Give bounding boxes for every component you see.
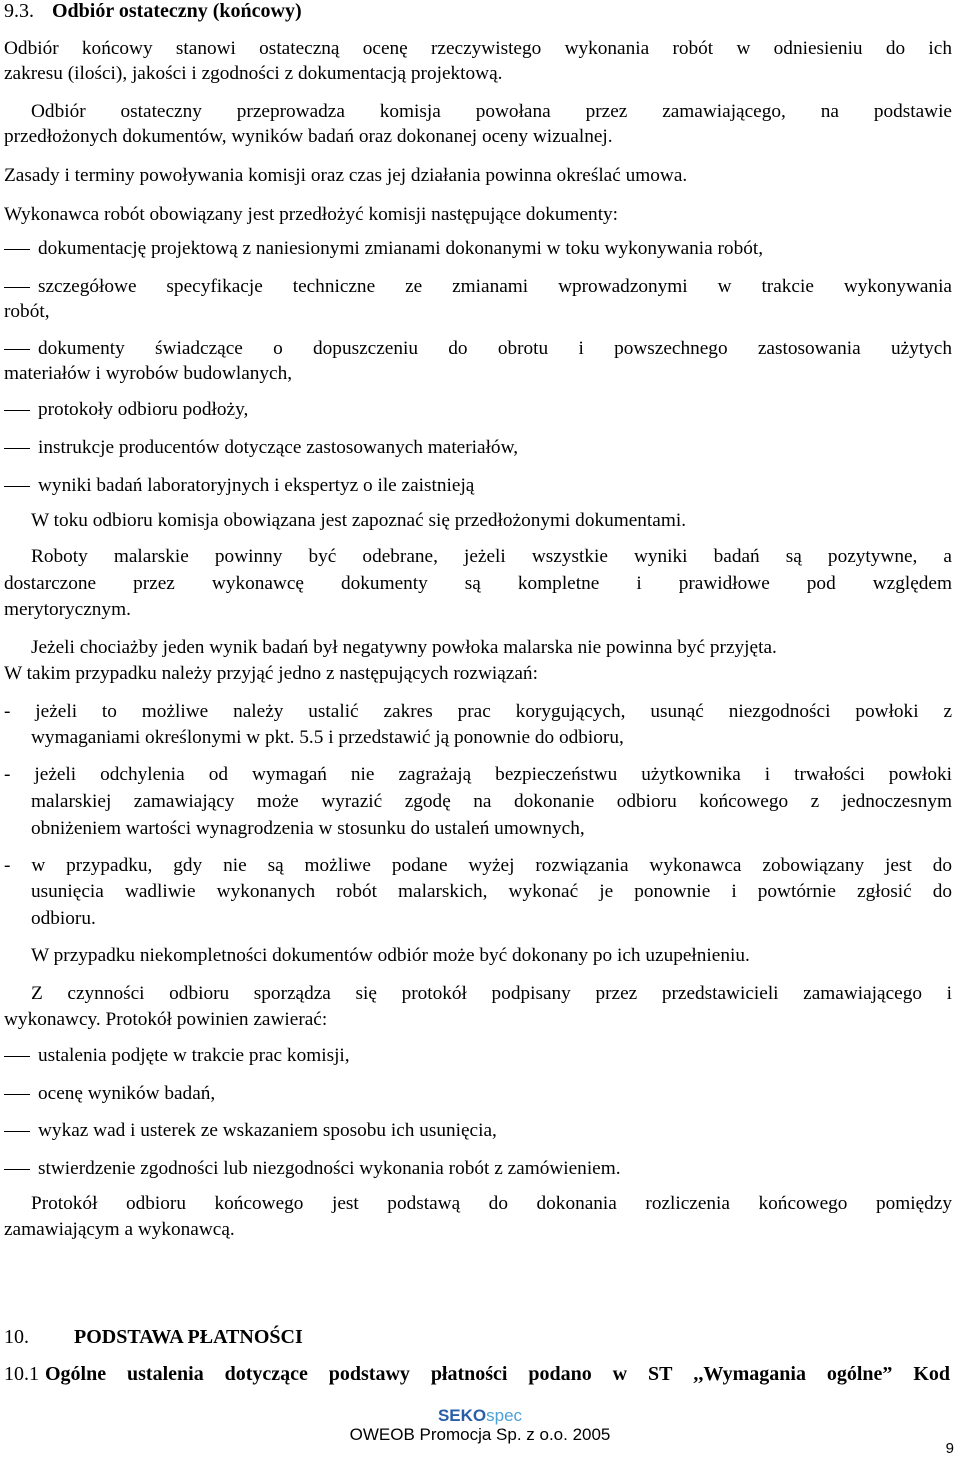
- list-item: wyniki badań laboratoryjnych i ekspertyz o ile zaistnieją: [38, 475, 475, 496]
- option-item: - w przypadku, gdy nie są możliwe podane wyżej rozwiązania wykonawca zobowiązany jest do: [4, 855, 952, 876]
- list-item: instrukcje producentów dotyczące zastosowanych materiałów,: [38, 437, 519, 458]
- footer-logo: [0, 1406, 960, 1426]
- option-continuation: obniżeniem wartości wynagrodzenia w stosunku do ustaleń umownych,: [31, 818, 585, 839]
- dash-bullet-icon: [4, 287, 30, 288]
- list-item: stwierdzenie zgodności lub niezgodności wykonania robót z zamówieniem.: [38, 1158, 621, 1179]
- subsection-word: Ogólne: [45, 1363, 107, 1385]
- option-continuation: wymaganiami określonymi w pkt. 5.5 i przedstawić ją ponownie do odbioru,: [31, 727, 624, 748]
- subsection-word: podstawy: [328, 1363, 410, 1385]
- logo-spec: spec: [486, 1406, 523, 1425]
- dash-bullet-icon: [4, 349, 30, 350]
- paragraph-line: W przypadku niekompletności dokumentów odbiór może być dokonany po ich uzupełnieniu.: [31, 945, 750, 966]
- dash-bullet-icon: [4, 1056, 30, 1057]
- list-item-continuation: materiałów i wyrobów budowlanych,: [4, 363, 293, 384]
- paragraph-line: zamawiającym a wykonawcą.: [4, 1219, 235, 1240]
- footer-company: OWEOB Promocja Sp. z o.o. 2005: [349, 1425, 611, 1444]
- subsection-word: dotyczące: [224, 1363, 308, 1385]
- list-item: dokumenty świadczące o dopuszczeniu do obrotu i powszechnego zastosowania użytych: [38, 338, 952, 359]
- paragraph-line: Wykonawca robót obowiązany jest przedłożyć komisji następujące dokumenty:: [4, 204, 619, 225]
- list-item: dokumentację projektową z naniesionymi zmianami dokonanymi w toku wykonywania robót,: [38, 238, 764, 259]
- subsection-line: [4, 1363, 950, 1385]
- page-number: 9: [945, 1440, 954, 1457]
- option-continuation: usunięcia wadliwie wykonanych robót malarskich, wykonać je ponownie i powtórnie zgłosić do: [31, 881, 952, 902]
- subsection-word: ustalenia: [127, 1363, 204, 1385]
- subsection-number: 10.1: [4, 1363, 39, 1385]
- list-item-continuation: robót,: [4, 301, 50, 322]
- section-heading: [4, 1326, 303, 1349]
- dash-bullet-icon: [4, 249, 30, 250]
- logo-seko: SEKO: [437, 1406, 487, 1425]
- paragraph-line: Z czynności odbioru sporządza się protokół podpisany przez przedstawicieli zamawiającego i: [31, 983, 952, 1004]
- paragraph-line: Jeżeli chociażby jeden wynik badań był negatywny powłoka malarska nie powinna być przyjęta.: [31, 637, 777, 658]
- dash-bullet-icon: [4, 486, 30, 487]
- dash-bullet-icon: [4, 1131, 30, 1132]
- dash-bullet-icon: [4, 448, 30, 449]
- paragraph-line: Odbiór ostateczny przeprowadza komisja powołana przez zamawiającego, na podstawie: [31, 101, 952, 122]
- section-title: Odbiór ostateczny (końcowy): [52, 0, 302, 22]
- option-item: - jeżeli odchylenia od wymagań nie zagrażają bezpieczeństwu użytkownika i trwałości powłoki: [4, 764, 952, 785]
- subsection-word: w: [612, 1363, 628, 1385]
- dash-bullet-icon: [4, 1169, 30, 1170]
- paragraph-line: wykonawcy. Protokół powinien zawierać:: [4, 1009, 328, 1030]
- paragraph-line: W toku odbioru komisja obowiązana jest zapoznać się przedłożonymi dokumentami.: [31, 510, 687, 531]
- list-item: wykaz wad i usterek ze wskazaniem sposobu ich usunięcia,: [38, 1120, 497, 1141]
- list-item: ustalenia podjęte w trakcie prac komisji,: [38, 1045, 350, 1066]
- paragraph-line: merytorycznym.: [4, 599, 131, 620]
- paragraph-line: Odbiór końcowy stanowi ostateczną ocenę rzeczywistego wykonania robót w odniesieniu do ich: [4, 38, 952, 59]
- paragraph-line: zakresu (ilości), jakości i zgodności z dokumentacją projektową.: [4, 63, 503, 84]
- dash-bullet-icon: [4, 410, 30, 411]
- subsection-word: ,,Wymagania: [693, 1363, 806, 1385]
- paragraph-line: Zasady i terminy powoływania komisji oraz czas jej działania powinna określać umowa.: [4, 165, 688, 186]
- option-item: - jeżeli to możliwe należy ustalić zakres prac korygujących, usunąć niezgodności powłoki z: [4, 701, 952, 722]
- section-number: 9.3.: [4, 0, 34, 22]
- subsection-word: ST: [648, 1363, 673, 1385]
- subsection-word: Kod: [913, 1363, 950, 1385]
- section-number: 10.: [4, 1326, 29, 1348]
- option-continuation: malarskiej zamawiający może wyrazić zgodę na dokonanie odbioru końcowego z jednoczesnym: [31, 791, 952, 812]
- paragraph-line: dostarczone przez wykonawcę dokumenty są kompletne i prawidłowe pod względem: [4, 573, 952, 594]
- list-item: ocenę wyników badań,: [38, 1083, 216, 1104]
- paragraph-line: przedłożonych dokumentów, wyników badań oraz dokonanej oceny wizualnej.: [4, 126, 613, 147]
- option-continuation: odbioru.: [31, 908, 96, 929]
- paragraph-line: Roboty malarskie powinny być odebrane, jeżeli wszystkie wyniki badań są pozytywne, a: [31, 546, 952, 567]
- paragraph-line: Protokół odbioru końcowego jest podstawą do dokonania rozliczenia końcowego pomiędzy: [31, 1193, 952, 1214]
- list-item: szczegółowe specyfikacje techniczne ze zmianami wprowadzonymi w trakcie wykonywania: [38, 276, 952, 297]
- subsection-word: płatności: [430, 1363, 508, 1385]
- paragraph-line: W takim przypadku należy przyjąć jedno z następujących rozwiązań:: [4, 663, 538, 684]
- section-title: PODSTAWA PŁATNOŚCI: [74, 1326, 303, 1348]
- list-item: protokoły odbioru podłoży,: [38, 399, 249, 420]
- dash-bullet-icon: [4, 1094, 30, 1095]
- subsection-word: podano: [528, 1363, 592, 1385]
- subsection-word: ogólne”: [826, 1363, 893, 1385]
- section-heading: [4, 0, 302, 22]
